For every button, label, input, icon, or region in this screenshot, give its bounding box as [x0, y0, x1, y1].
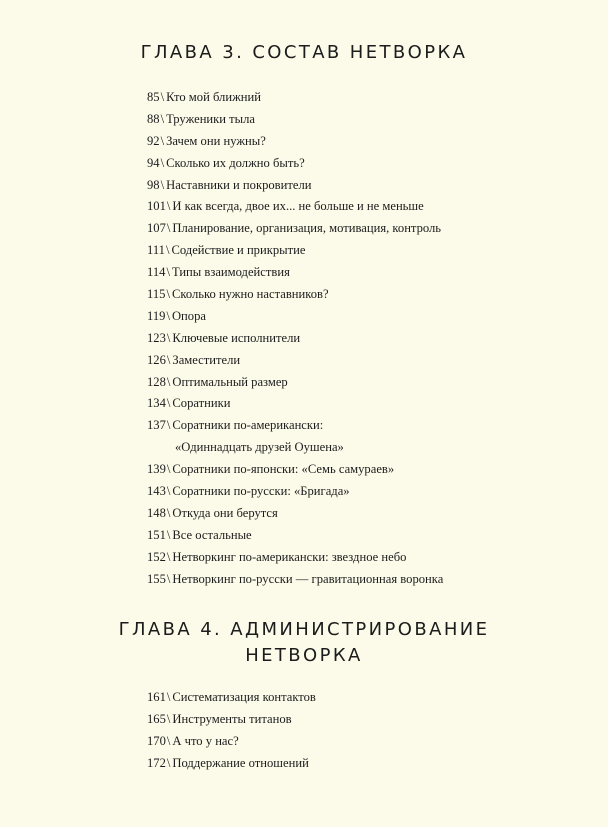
entry-title: Нетворкинг по-американски: звездное небо — [172, 549, 407, 564]
entry-title: Систематизация контактов — [172, 690, 316, 704]
separator: \ — [166, 330, 171, 345]
entry-title: Нетворкинг по-русски — гравитационная воронка — [172, 571, 444, 586]
separator: \ — [166, 221, 171, 236]
page-number: 98 — [147, 177, 160, 192]
entry-title: Инструменты титанов — [172, 711, 292, 726]
page-number: 134 — [147, 396, 166, 411]
separator: \ — [166, 549, 171, 564]
chapter-3-toc-list — [147, 87, 577, 590]
entry-title: Сколько их должно быть? — [166, 155, 305, 170]
entry-title: Кто мой ближний — [166, 90, 261, 104]
page-number: 111 — [147, 243, 165, 258]
entry-title: И как всегда, двое их... не больше и не меньше — [172, 199, 424, 214]
page-number: 139 — [147, 462, 166, 477]
separator: \ — [166, 396, 171, 411]
separator: \ — [166, 571, 171, 586]
toc-entry[interactable] — [147, 87, 577, 109]
entry-title: Сколько нужно наставников? — [171, 287, 329, 302]
entry-title: Наставники и покровители — [166, 177, 312, 192]
separator: \ — [166, 374, 171, 389]
entry-title: Зачем они нужны? — [166, 133, 266, 148]
toc-entry[interactable] — [147, 459, 577, 481]
page-number: 92 — [147, 133, 160, 148]
page-number: 94 — [147, 155, 160, 170]
separator: \ — [166, 308, 170, 323]
chapter-title-line: НЕТВОРКА — [245, 645, 363, 666]
toc-entry[interactable] — [147, 306, 577, 328]
separator: \ — [160, 177, 165, 192]
chapter-3-title — [0, 40, 608, 66]
entry-title: Заместители — [172, 352, 241, 367]
page-number: 170 — [147, 733, 166, 748]
entry-title: Поддержание отношений — [172, 755, 309, 770]
toc-entry[interactable] — [147, 284, 577, 306]
page-number: 165 — [147, 711, 166, 726]
page-number: 107 — [147, 221, 166, 236]
toc-entry[interactable] — [147, 328, 577, 350]
entry-title: Соратники — [172, 396, 231, 411]
entry-title: Планирование, организация, мотивация, контроль — [172, 221, 442, 236]
separator: \ — [166, 711, 171, 726]
separator: \ — [166, 505, 171, 520]
separator: \ — [160, 133, 165, 148]
page-number: 152 — [147, 549, 166, 564]
toc-entry[interactable] — [147, 153, 577, 175]
toc-entry[interactable] — [147, 753, 577, 775]
entry-title: Оптимальный размер — [172, 374, 288, 389]
page-number: 119 — [147, 308, 166, 323]
page-number: 85 — [147, 90, 160, 104]
toc-entry[interactable] — [147, 569, 577, 591]
toc-entry[interactable] — [147, 393, 577, 415]
page-number: 101 — [147, 199, 166, 214]
entry-title: Содействие и прикрытие — [171, 243, 306, 258]
separator: \ — [166, 462, 171, 477]
toc-entry[interactable] — [147, 175, 577, 197]
separator: \ — [166, 352, 171, 367]
toc-entry[interactable] — [147, 731, 577, 753]
entry-title-continuation: «Одиннадцать друзей Оушена» — [175, 440, 344, 455]
toc-entry[interactable] — [147, 481, 577, 503]
toc-entry[interactable] — [147, 687, 577, 709]
page-number: 128 — [147, 374, 166, 389]
toc-entry[interactable] — [147, 350, 577, 372]
separator: \ — [166, 690, 171, 704]
page-number: 123 — [147, 330, 166, 345]
chapter-4-toc-list — [147, 687, 577, 775]
chapter-title-line: ГЛАВА 4. АДМИНИСТРИРОВАНИЕ — [118, 619, 490, 640]
separator: \ — [166, 527, 171, 542]
toc-entry[interactable] — [147, 218, 577, 240]
entry-title: Опора — [171, 308, 206, 323]
page-number: 155 — [147, 571, 166, 586]
toc-entry[interactable] — [147, 196, 577, 218]
separator: \ — [165, 243, 170, 258]
page-number: 88 — [147, 111, 160, 126]
entry-title: Соратники по-русски: «Бригада» — [172, 484, 350, 499]
separator: \ — [166, 287, 170, 302]
page-number: 115 — [147, 287, 166, 302]
entry-title: Соратники по-японски: «Семь самураев» — [172, 462, 395, 477]
separator: \ — [166, 418, 171, 433]
chapter-title-line: ГЛАВА 3. СОСТАВ НЕТВОРКА — [140, 42, 468, 63]
entry-title: Все остальные — [172, 527, 252, 542]
entry-title: А что у нас? — [172, 733, 239, 748]
entry-title: Соратники по-американски: — [172, 418, 324, 433]
separator: \ — [166, 265, 170, 280]
toc-entry[interactable] — [147, 709, 577, 731]
toc-entry[interactable] — [147, 525, 577, 547]
chapter-4-title — [0, 617, 608, 669]
toc-entry[interactable] — [147, 262, 577, 284]
page-number: 114 — [147, 265, 166, 280]
separator: \ — [160, 155, 165, 170]
page-number: 161 — [147, 690, 166, 704]
entry-title: Типы взаимодействия — [171, 265, 290, 280]
page-number: 172 — [147, 755, 166, 770]
toc-entry-continuation[interactable] — [147, 437, 577, 459]
page-number: 137 — [147, 418, 166, 433]
entry-title: Откуда они берутся — [172, 505, 278, 520]
toc-entry[interactable] — [147, 131, 577, 153]
entry-title: Ключевые исполнители — [172, 330, 301, 345]
toc-entry[interactable] — [147, 415, 577, 437]
separator: \ — [166, 199, 171, 214]
separator: \ — [166, 733, 171, 748]
page-number: 126 — [147, 352, 166, 367]
toc-entry[interactable] — [147, 240, 577, 262]
page-number: 151 — [147, 527, 166, 542]
separator: \ — [160, 90, 165, 104]
separator: \ — [166, 484, 171, 499]
page-number: 148 — [147, 505, 166, 520]
toc-entry[interactable] — [147, 372, 577, 394]
separator: \ — [160, 111, 165, 126]
page-number: 143 — [147, 484, 166, 499]
entry-title: Труженики тыла — [166, 111, 256, 126]
separator: \ — [166, 755, 171, 770]
toc-entry[interactable] — [147, 547, 577, 569]
toc-entry[interactable] — [147, 503, 577, 525]
toc-entry[interactable] — [147, 109, 577, 131]
